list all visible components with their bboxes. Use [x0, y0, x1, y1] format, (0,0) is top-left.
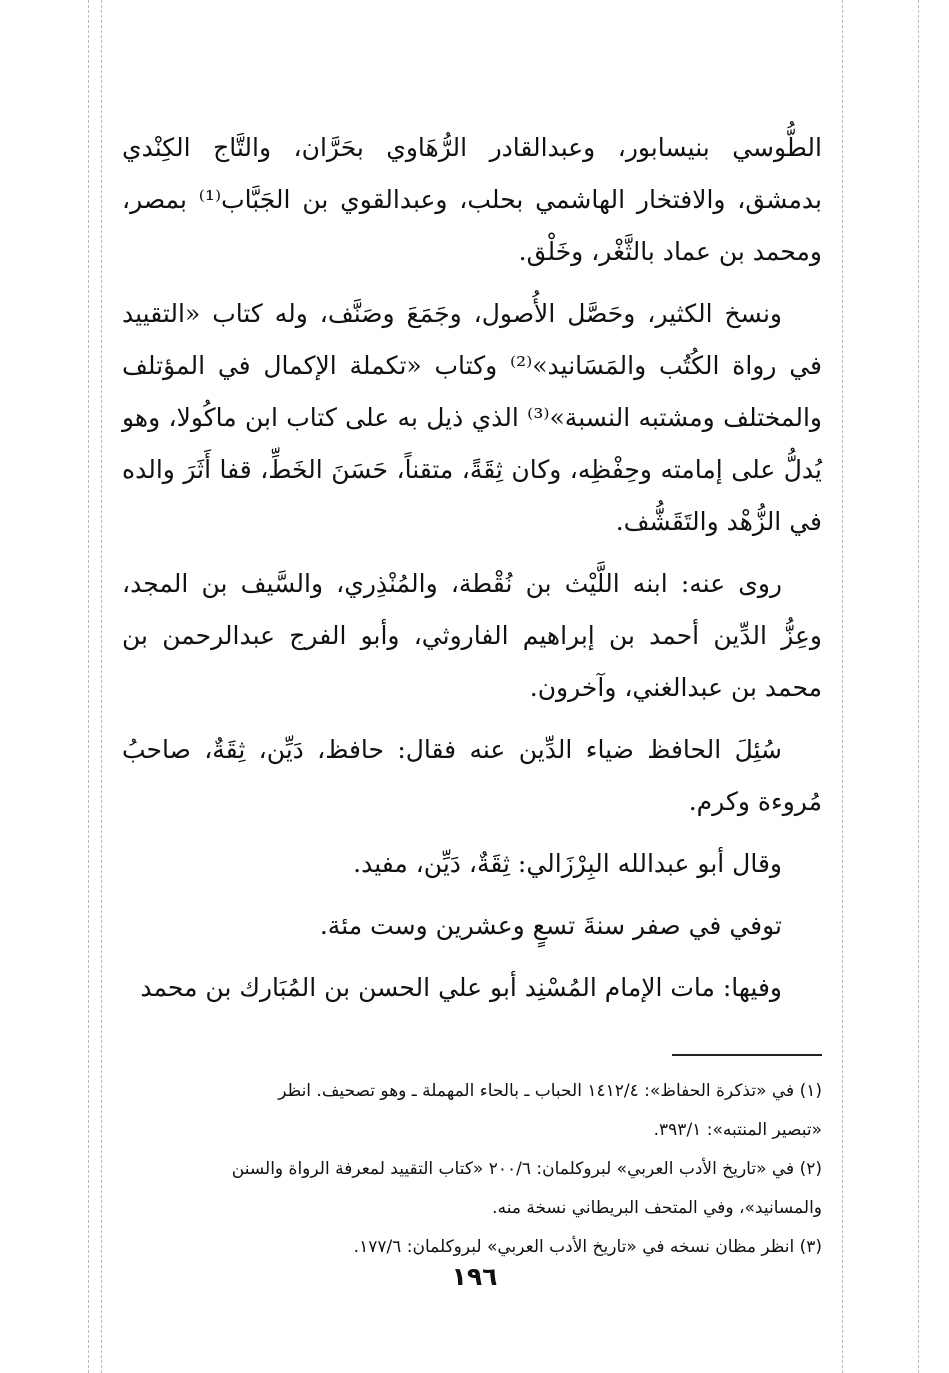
footnote-2 — [122, 1150, 822, 1228]
paragraph-6: توفي في صفر سنةَ تسعٍ وعشرين وست مئة. — [319, 911, 782, 940]
margin-guide-right-outer — [918, 0, 919, 1373]
footnote-2-line-1: (٢) في «تاريخ الأدب العربي» لبروكلمان: ٢٠٠/٦ «كتاب التقييد لمعرفة الرواة والسنن — [231, 1159, 822, 1179]
page-number: ١٩٦ — [451, 1262, 498, 1291]
footnote-1-line-2: «تبصير المنتبه»: ٣٩٣/١. — [653, 1120, 822, 1140]
footnote-1-line-1: (١) في «تذكرة الحفاظ»: ١٤١٢/٤ الحباب ـ بالحاء المهملة ـ وهو تصحيف. انظر — [278, 1081, 822, 1101]
page-content — [122, 122, 822, 1267]
footnote-2-line-2: والمسانيد»، وفي المتحف البريطاني نسخة منه. — [492, 1198, 822, 1218]
paragraph-4: سُئِلَ الحافظ ضياء الدِّين عنه فقال: حافظ، دَيِّن، ثِقَةٌ، صاحبُ مُروءة وكرم. — [122, 735, 822, 816]
footnote-3-line-1: (٣) انظر مظان نسخه في «تاريخ الأدب العربي» لبروكلمان: ١٧٧/٦. — [353, 1237, 822, 1257]
margin-guide-left — [88, 0, 89, 1373]
margin-guide-right — [842, 0, 843, 1373]
footnote-separator — [672, 1054, 822, 1056]
paragraph-5: وقال أبو عبدالله البِرْزَالي: ثِقَةٌ، دَيِّن، مفيد. — [353, 849, 782, 878]
margin-guide-left-inner — [101, 0, 102, 1373]
paragraph-1: الطُّوسي بنيسابور، وعبدالقادر الرُّهَاوي بحَرَّان، والتَّاج الكِنْدي بدمشق، والافتخار الهاشمي بحلب، وعبدالقوي بن الجَبَّاب⁽¹⁾ بمصر، ومحمد بن عماد بالثَّغْر، وخَلْق. — [122, 133, 822, 266]
footnote-1 — [122, 1072, 822, 1150]
paragraph-2: ونسخ الكثير، وحَصَّل الأُصول، وجَمَعَ وصَنَّف، وله كتاب «التقييد في رواة الكُتُب والمَسَانيد»⁽²⁾ وكتاب «تكملة الإكمال في المؤتلف والمختلف ومشتبه النسبة»⁽³⁾ الذي ذيل به على كتاب ابن ماكُولا، وهو يُدلُّ على إمامته وحِفْظِه، وكان ثِقَةً، متقناً، حَسَنَ الخَطِّ، قفا أَثَرَ والده في الزُّهْد والتَقَشُّف. — [122, 299, 822, 536]
paragraph-7: وفيها: مات الإمام المُسْنِد أبو علي الحسن بن المُبَارك بن محمد — [140, 973, 782, 1002]
paragraph-3: روى عنه: ابنه اللَّيْث بن نُقْطة، والمُنْذِري، والسَّيف بن المجد، وعِزُّ الدِّين أحمد بن إبراهيم الفاروثي، وأبو الفرج عبدالرحمن بن محمد بن عبدالغني، وآخرون. — [122, 569, 822, 702]
